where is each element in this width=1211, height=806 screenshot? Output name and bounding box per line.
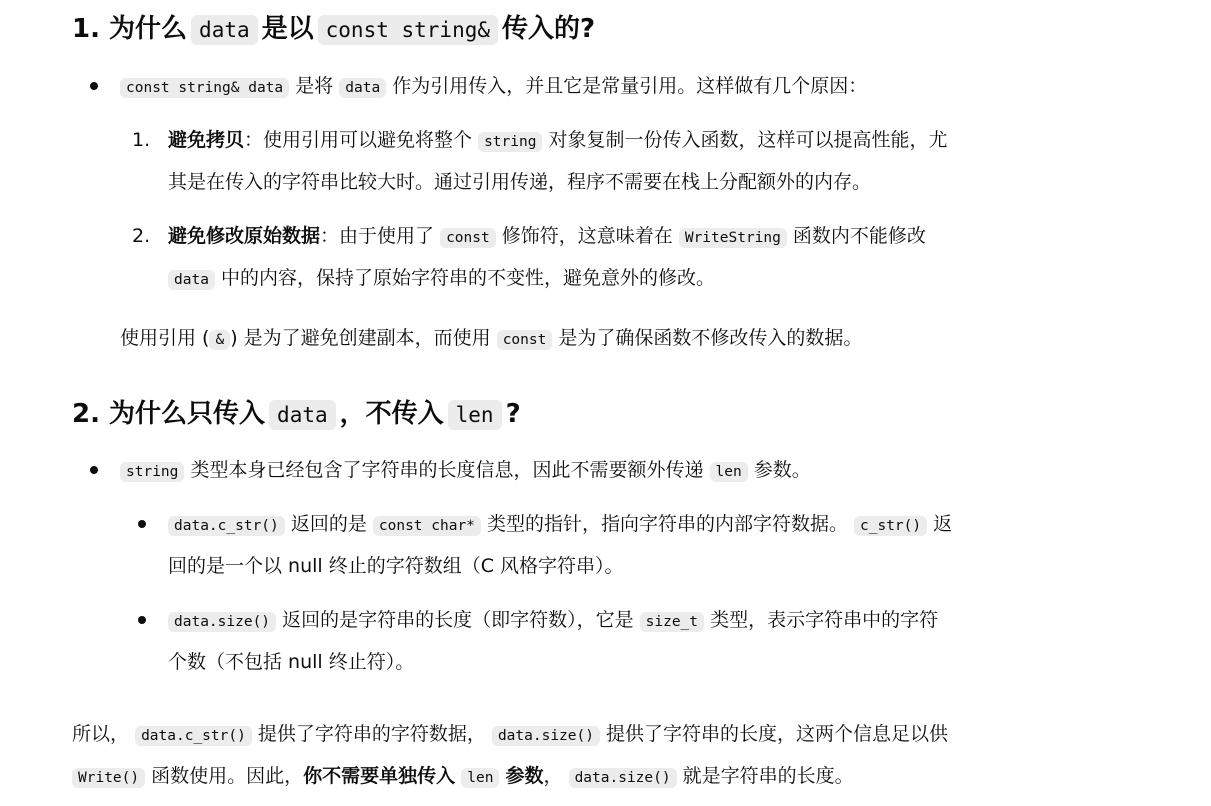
- list-item: const string& data 是将 data 作为引用传入，并且它是常量引用。这样做有几个原因：: [120, 70, 867, 104]
- inline-code: const string&: [318, 15, 498, 45]
- list-item-continuation: 个数（不包括 null 终止符）。: [168, 651, 415, 673]
- conclusion-paragraph-continuation: Write() 函数使用。因此，你不需要单独传入 len 参数， data.size() 就是字符串的长度。: [72, 760, 854, 794]
- list-item-continuation: data 中的内容，保持了原始字符串的不变性，避免意外的修改。: [168, 262, 715, 296]
- list-item: data.c_str() 返回的是 const char* 类型的指针，指向字符串的内部字符数据。 c_str() 返: [168, 508, 952, 542]
- section-1-heading: 1. 为什么 data 是以 const string& 传入的?: [72, 14, 596, 44]
- list-item: 避免拷贝：使用引用可以避免将整个 string 对象复制一份传入函数，这样可以提高性能，尤: [168, 129, 948, 151]
- bullet-icon: [138, 616, 146, 624]
- list-item-continuation: 其是在传入的字符串比较大时。通过引用传递，程序不需要在栈上分配额外的内存。: [168, 171, 872, 193]
- list-item: string 类型本身已经包含了字符串的长度信息，因此不需要额外传递 len 参数。: [120, 454, 811, 488]
- bullet-icon: [90, 466, 98, 474]
- conclusion-paragraph: 所以， data.c_str() 提供了字符串的字符数据， data.size() 提供了字符串的长度，这两个信息足以供: [72, 723, 949, 745]
- bullet-icon: [138, 520, 146, 528]
- list-number: 2.: [132, 225, 151, 247]
- section-2-heading: 2. 为什么只传入 data ，不传入 len ?: [72, 399, 521, 429]
- list-item-continuation: 回的是一个以 null 终止的字符数组（C 风格字符串）。: [168, 555, 624, 577]
- list-number: 1.: [132, 129, 151, 151]
- inline-code: len: [448, 400, 502, 430]
- inline-code: data: [191, 15, 258, 45]
- list-item: data.size() 返回的是字符串的长度（即字符数），它是 size_t 类型，表示字符串中的字符: [168, 604, 938, 638]
- list-item: 避免修改原始数据：由于使用了 const 修饰符，这意味着在 WriteString 函数内不能修改: [168, 225, 926, 247]
- summary-paragraph: 使用引用 ( & ) 是为了避免创建副本，而使用 const 是为了确保函数不修改传入的数据。: [120, 327, 863, 349]
- inline-code: data: [269, 400, 336, 430]
- bullet-icon: [90, 82, 98, 90]
